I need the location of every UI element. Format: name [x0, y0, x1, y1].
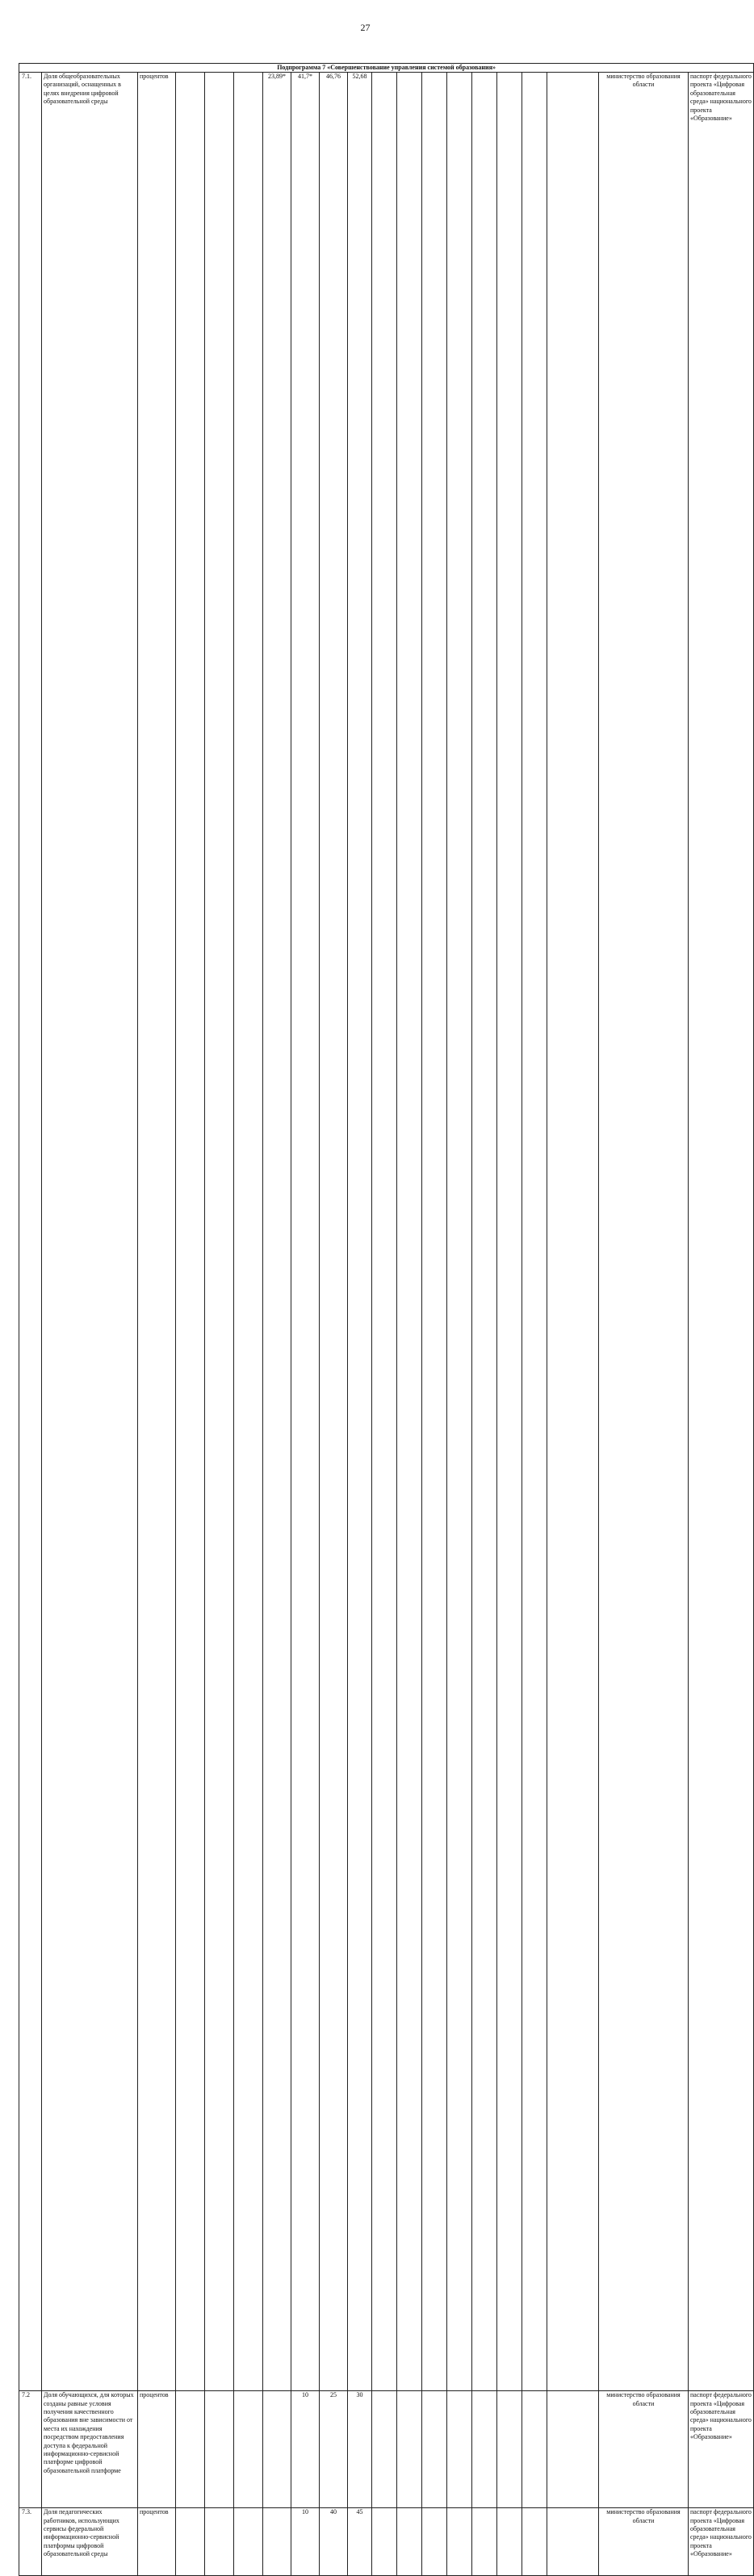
- value-cell: [447, 2391, 472, 2508]
- value-cell: [205, 2508, 234, 2576]
- value-cell: [422, 2391, 447, 2508]
- row-number: 7.3.: [19, 2508, 42, 2576]
- unit-cell: процентов: [138, 73, 176, 2391]
- row-number: 7.2: [19, 2391, 42, 2508]
- responsible-ministry: министерство образования области: [599, 73, 689, 2391]
- source-document: паспорт федерального проекта «Цифровая образовательная среда» национального проекта «Образование»: [689, 2391, 754, 2508]
- table-row: [19, 73, 754, 2391]
- value-cell: 23,89*: [263, 73, 291, 2391]
- value-cell: [205, 2391, 234, 2508]
- value-cell: [447, 2508, 472, 2576]
- page-number: 27: [360, 22, 371, 33]
- value-cell: [234, 2508, 263, 2576]
- value-cell: 10: [291, 2508, 320, 2576]
- value-cell: [472, 73, 497, 2391]
- value-cell: [547, 2508, 599, 2576]
- value-cell: 25: [320, 2391, 348, 2508]
- value-cell: [397, 73, 422, 2391]
- value-cell: [422, 2508, 447, 2576]
- value-cell: [176, 2391, 205, 2508]
- value-cell: [497, 2391, 522, 2508]
- indicator-name: Доля обучающихся, для которых созданы равные условия получения качественного образования вне зависимости от места их нахождения посредством предоставления доступа к федеральной информационно-сервисной платформе цифровой образовательной платформе: [42, 2391, 138, 2508]
- subprogram-title: Подпрограмма 7 «Совершенствование управления системой образования»: [19, 64, 754, 73]
- value-cell: [205, 73, 234, 2391]
- value-cell: [263, 2391, 291, 2508]
- value-cell: 41,7*: [291, 73, 320, 2391]
- value-cell: [234, 73, 263, 2391]
- value-cell: 30: [348, 2391, 372, 2508]
- source-document: паспорт федерального проекта «Цифровая образовательная среда» национального проекта «Образование»: [689, 2508, 754, 2576]
- value-cell: [422, 73, 447, 2391]
- table-row: [19, 2391, 754, 2508]
- value-cell: [497, 73, 522, 2391]
- responsible-ministry: министерство образования области: [599, 2391, 689, 2508]
- indicators-table: [19, 63, 754, 2576]
- row-number: 7.1.: [19, 73, 42, 2391]
- unit-cell: процентов: [138, 2391, 176, 2508]
- value-cell: 46,76: [320, 73, 348, 2391]
- value-cell: 40: [320, 2508, 348, 2576]
- value-cell: [522, 73, 547, 2391]
- value-cell: [447, 73, 472, 2391]
- responsible-ministry: министерство образования области: [599, 2508, 689, 2576]
- value-cell: [372, 2391, 397, 2508]
- indicator-name: Доля общеобразовательных организаций, оснащенных в целях внедрения цифровой образовательной среды: [42, 73, 138, 2391]
- value-cell: [497, 2508, 522, 2576]
- value-cell: [234, 2391, 263, 2508]
- unit-cell: процентов: [138, 2508, 176, 2576]
- source-document: паспорт федерального проекта «Цифровая образовательная среда» национального проекта «Образование»: [689, 73, 754, 2391]
- value-cell: [547, 73, 599, 2391]
- value-cell: [472, 2508, 497, 2576]
- value-cell: [372, 2508, 397, 2576]
- table-row: [19, 2508, 754, 2576]
- value-cell: [522, 2508, 547, 2576]
- value-cell: [176, 2508, 205, 2576]
- value-cell: [397, 2508, 422, 2576]
- value-cell: [547, 2391, 599, 2508]
- value-cell: 10: [291, 2391, 320, 2508]
- value-cell: [176, 73, 205, 2391]
- value-cell: [263, 2508, 291, 2576]
- value-cell: 45: [348, 2508, 372, 2576]
- value-cell: [397, 2391, 422, 2508]
- subprogram-header-row: [19, 64, 754, 73]
- indicator-name: Доля педагогических работников, использующих сервисы федеральной информационно-сервисной платформы цифровой образовательной среды: [42, 2508, 138, 2576]
- value-cell: [472, 2391, 497, 2508]
- value-cell: [522, 2391, 547, 2508]
- value-cell: 52,68: [348, 73, 372, 2391]
- value-cell: [372, 73, 397, 2391]
